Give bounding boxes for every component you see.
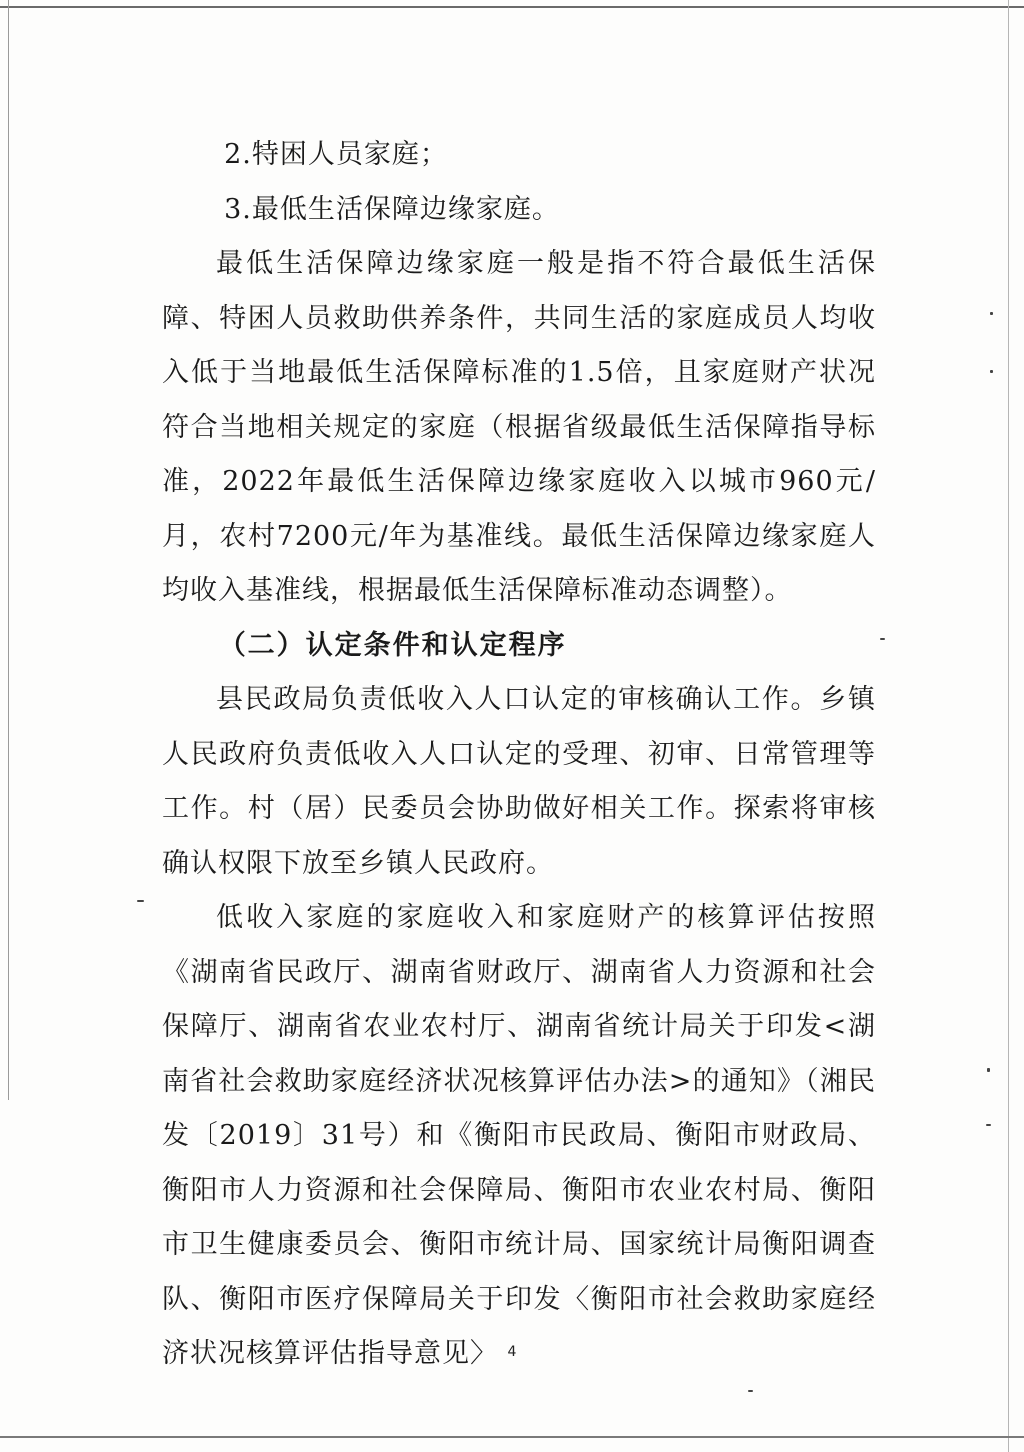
- scan-speck: [748, 1390, 753, 1392]
- paragraph-low-income-edge-definition: 最低生活保障边缘家庭一般是指不符合最低生活保障、特困人员救助供养条件，共同生活的家庭成员人均收入低于当地最低生活保障标准的1.5倍，且家庭财产状况符合当地相关规定的家庭（根据省级最低生活保障指导标准，2022年最低生活保障边缘家庭收入以城市960元/月，农村7200元/年为基准线。最低生活保障边缘家庭人均收入基准线，根据最低生活保障标准动态调整）。: [162, 248, 876, 606]
- document-body: [162, 128, 876, 1382]
- scan-edge-bottom: [0, 1436, 1024, 1438]
- scan-speck: [987, 1068, 990, 1072]
- scan-speck: [986, 1124, 991, 1126]
- section-heading: （二）认定条件和认定程序: [218, 629, 567, 661]
- list-item: 2.特困人员家庭；: [224, 139, 448, 170]
- scan-edge-left: [8, 0, 9, 1100]
- paragraph-assessment-basis: 低收入家庭的家庭收入和家庭财产的核算评估按照《湖南省民政厅、湖南省财政厅、湖南省人力资源和社会保障厅、湖南省农业农村厅、湖南省统计局关于印发<湖南省社会救助家庭经济状况核算评估办法>的通知》（湘民发〔2019〕31号）和《衡阳市民政局、衡阳市财政局、衡阳市人力资源和社会保障局、衡阳市农业农村局、衡阳市卫生健康委员会、衡阳市统计局、国家统计局衡阳调查队、衡阳市医疗保障局关于印发〈衡阳市社会救助家庭经济状况核算评估指导意见〉: [162, 902, 876, 1369]
- scan-speck: [990, 312, 993, 315]
- scan-edge-right: [1008, 0, 1009, 1452]
- list-item: 3.最低生活保障边缘家庭。: [224, 193, 560, 225]
- scan-speck: [880, 638, 885, 640]
- scan-speck: [990, 370, 993, 373]
- paragraph-responsibilities: 县民政局负责低收入人口认定的审核确认工作。乡镇人民政府负责低收入人口认定的受理、初审、日常管理等工作。村（居）民委员会协助做好相关工作。探索将审核确认权限下放至乡镇人民政府。: [162, 684, 876, 879]
- scan-edge-top: [0, 6, 1024, 8]
- scan-speck: [137, 900, 144, 902]
- page-number: 4: [507, 1344, 517, 1360]
